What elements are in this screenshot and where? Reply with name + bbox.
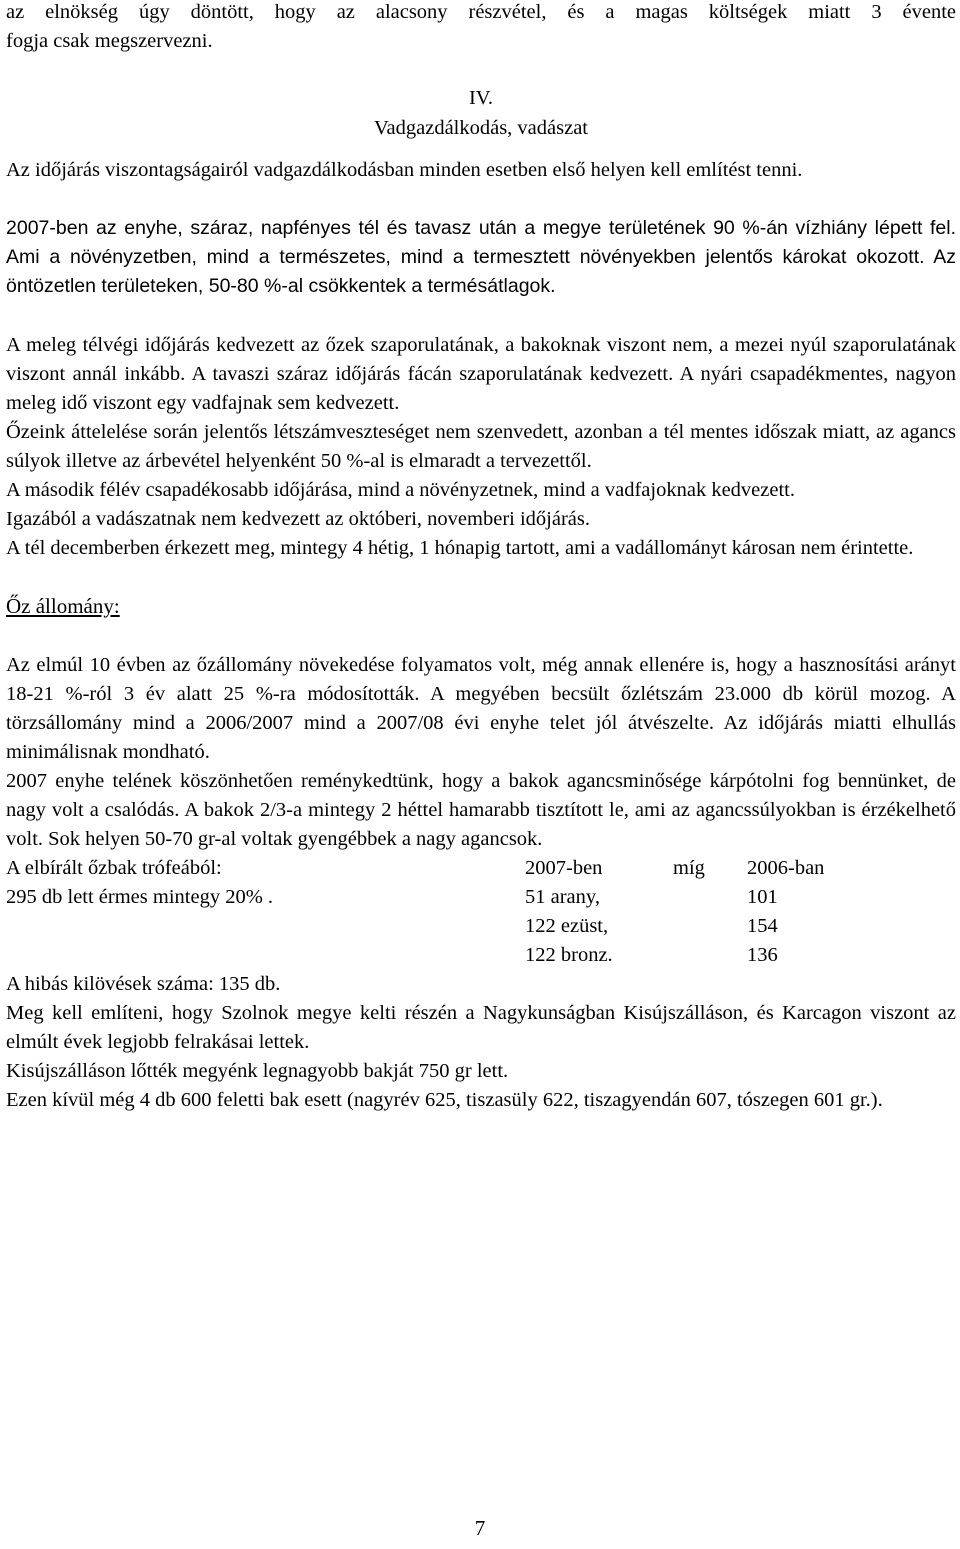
intro-line-1: az elnökség úgy döntött, hogy az alacsony részvétel, és a magas költségek miatt 3 évente [6, 1, 956, 23]
trophy-silver: 122 ezüst, [525, 915, 609, 937]
weather-paragraph: Az időjárás viszontagságairól vadgazdálkodásban minden esetben első helyen kell említést tenni. [6, 159, 803, 181]
trophy-gold: 51 arany, [525, 886, 600, 908]
trophy-table [6, 854, 956, 970]
trophy-col-mig: míg [673, 857, 705, 879]
second-half-paragraph: A második félév csapadékosabb időjárása, mind a növényzetnek, mind a vadfajoknak kedvezett. [6, 479, 795, 501]
trophy-silver-2006: 154 [747, 915, 778, 937]
trophy-col-2007: 2007-ben [525, 857, 603, 879]
szolnok-paragraph: Meg kell említeni, hogy Szolnok megye kelti részén a Nagykunságban Kisújszálláson, és Karcagon viszont az elmúlt évek legjobb felrakásai lettek. [6, 1002, 956, 1053]
trophy-bronze-2006: 136 [747, 944, 778, 966]
intro-paragraph [6, 0, 956, 56]
faulty-shots-paragraph: A hibás kilövések száma: 135 db. [6, 973, 281, 995]
page-content [6, 0, 956, 1115]
section-title: Vadgazdálkodás, vadászat [373, 117, 589, 139]
deer-growth-paragraph: Az elmúl 10 évben az őzállomány növekedése folyamatos volt, még annak ellenére is, hogy a hasznosítási arányt 18-21 %-ról 3 év alatt 25 %-ra módosították. A megyében becsült őzlétszám 23.000 db körül mozog. A törzsállomány mind a 2006/2007 mind a 2007/08 évi enyhe telet jól átvészelte. Az időjárás miatti elhullás minimálisnak mondható. [6, 654, 956, 763]
section-number: IV. [468, 87, 494, 109]
deer-heading: Őz állomány: [6, 594, 120, 618]
intro-line-2: fogja csak megszervezni. [6, 30, 213, 52]
other-bucks-paragraph: Ezen kívül még 4 db 600 feletti bak esett (nagyrév 625, tiszasüly 622, tiszagyendán 607, tószegen 601 gr.). [6, 1089, 883, 1111]
trophy-medal-summary: 295 db lett érmes mintegy 20% . [6, 886, 274, 908]
deer-hopes-paragraph: 2007 enyhe telének köszönhetően reménykedtünk, hogy a bakok agancsminősége kárpótolni fog bennünket, de nagy volt a csalódás. A bakok 2/3-a mintegy 2 héttel hamarabb tisztított le, ami az agancssúlyokban is érzékelhető volt. Sok helyen 50-70 gr-al voltak gyengébbek a nagy agancsok. [6, 770, 956, 850]
winter-paragraph: A meleg télvégi időjárás kedvezett az őzek szaporulatának, a bakoknak viszont nem, a mezei nyúl szaporulatának viszont annál inkább. A tavaszi száraz időjárás fácán szaporulatának kedvezett. A nyári csapadékmentes, nagyon meleg idő viszont egy vadfajnak sem kedvezett. [6, 334, 956, 414]
overwinter-paragraph: Őzeink áttelelése során jelentős létszámveszteséget nem szenvedett, azonban a tél mentes időszak miatt, az agancs súlyok illetve az árbevétel helyenként 50 %-al is elmaradt a tervezettől. [6, 421, 956, 472]
autumn-paragraph: Igazából a vadászatnak nem kedvezett az októberi, novemberi időjárás. [6, 508, 590, 530]
trophy-label: A elbírált őzbak trófeából: [6, 857, 222, 879]
december-paragraph: A tél decemberben érkezett meg, mintegy 4 hétig, 1 hónapig tartott, ami a vadállományt károsan nem érintette. [6, 537, 914, 559]
trophy-gold-2006: 101 [747, 886, 778, 908]
trophy-col-2006: 2006-ban [747, 857, 825, 879]
page-number: 7 [474, 1516, 486, 1540]
biggest-buck-paragraph: Kisújszálláson lőtték megyénk legnagyobb bakját 750 gr lett. [6, 1060, 509, 1082]
trophy-bronze: 122 bronz. [525, 944, 613, 966]
drought-paragraph: 2007-ben az enyhe, száraz, napfényes tél és tavasz után a megye területének 90 %-án vízhiány lépett fel. Ami a növényzetben, mind a természetes, mind a termesztett növényekben jelentős károkat okozott. Az öntözetlen területeken, 50-80 %-al csökkentek a termésátlagok. [6, 217, 956, 297]
